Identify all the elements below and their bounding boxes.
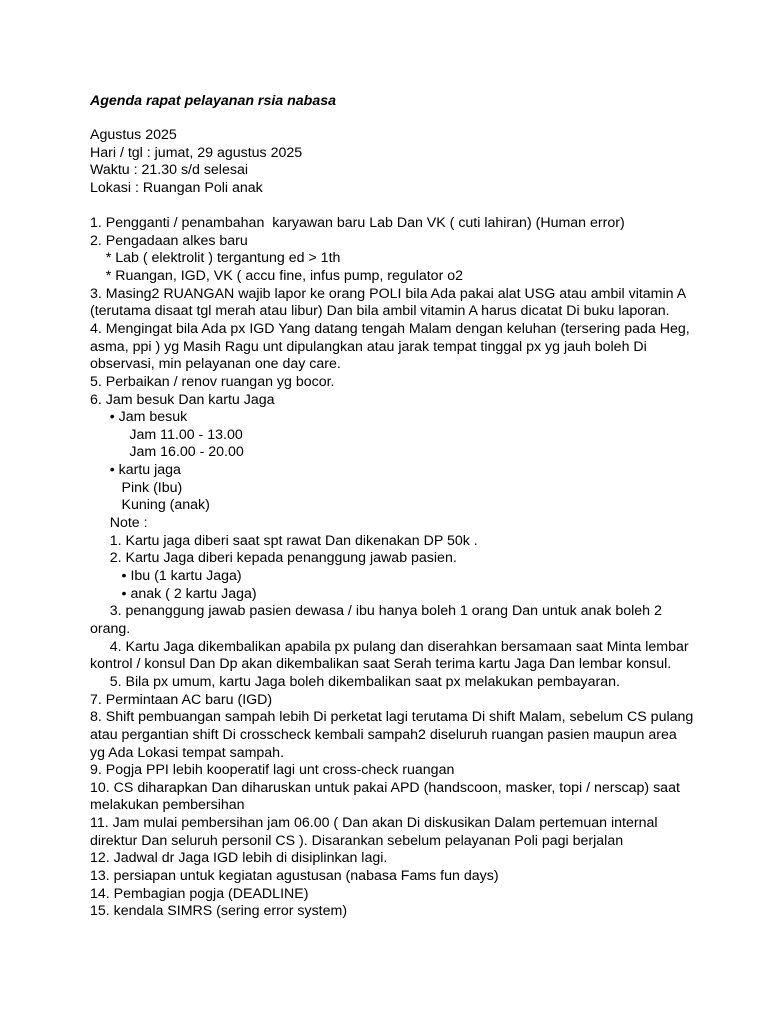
agenda-line: • Jam besuk [90, 409, 188, 426]
agenda-line: asma, ppi ) yg Masih Ragu unt dipulangkan atau jarak tempat tinggal px yg jauh boleh Di [90, 338, 647, 355]
agenda-line: 4. Mengingat bila Ada px IGD Yang datang tengah Malam dengan keluhan (tersering pada Heg, [90, 320, 690, 337]
agenda-line: orang. [90, 621, 131, 637]
meeting-month: Agustus 2025 [90, 127, 177, 143]
agenda-line: 6. Jam besuk Dan kartu Jaga [90, 391, 275, 408]
agenda-line: 3. Masing2 RUANGAN wajib lapor ke orang POLI bila Ada pakai alat USG atau ambil vitamin A [90, 285, 687, 302]
agenda-line: 11. Jam mulai pembersihan jam 06.00 ( Dan akan Di diskusikan Dalam pertemuan internal [90, 815, 658, 832]
agenda-line: Note : [90, 515, 148, 531]
agenda-line: • Ibu (1 kartu Jaga) [90, 568, 242, 584]
agenda-line: 15. kendala SIMRS (sering error system) [90, 903, 348, 920]
agenda-line: 13. persiapan untuk kegiatan agustusan (nabasa Fams fun days) [90, 868, 499, 884]
agenda-line: atau pergantian shift Di crosscheck kembali sampah2 diseluruh ruangan pasien maupun area [90, 726, 677, 743]
agenda-line: Jam 11.00 - 13.00 [90, 426, 243, 443]
agenda-line: yg Ada Lokasi tempat sampah. [90, 744, 285, 761]
agenda-line: observasi, min pelayanan one day care. [90, 356, 341, 373]
agenda-line: 10. CS diharapkan Dan diharuskan untuk pakai APD (handscoon, masker, topi / nerscap) saat [90, 779, 680, 796]
agenda-line: 1. Pengganti / penambahan karyawan baru Lab Dan VK ( cuti lahiran) (Human error) [90, 215, 625, 231]
agenda-line: * Lab ( elektrolit ) tergantung ed > 1th [90, 250, 341, 267]
agenda-line: melakukan pembersihan [90, 797, 245, 814]
agenda-line: Kuning (anak) [90, 497, 210, 514]
agenda-line: 3. penanggung jawab pasien dewasa / ibu hanya boleh 1 orang Dan untuk anak boleh 2 [90, 603, 662, 620]
agenda-line: 5. Perbaikan / renov ruangan yg bocor. [90, 373, 335, 390]
meeting-date: Hari / tgl : jumat, 29 agustus 2025 [90, 145, 303, 161]
agenda-line: 1. Kartu jaga diberi saat spt rawat Dan dikenakan DP 50k . [90, 532, 478, 549]
agenda-line: 2. Kartu Jaga diberi kepada penanggung jawab pasien. [90, 550, 457, 567]
agenda-line: 8. Shift pembuangan sampah lebih Di perketat lagi terutama Di shift Malam, sebelum CS pulang [90, 709, 694, 726]
agenda-line: 2. Pengadaan alkes baru [90, 232, 248, 249]
agenda-line: Pink (Ibu) [90, 479, 183, 496]
meeting-location: Lokasi : Ruangan Poli anak [90, 180, 263, 196]
agenda-line: direktur Dan seluruh personil CS ). Disarankan sebelum pelayanan Poli pagi berjalan [90, 832, 624, 849]
agenda-line: • kartu jaga [90, 462, 181, 479]
agenda-line: 14. Pembagian pogja (DEADLINE) [90, 885, 309, 902]
agenda-line: 7. Permintaan AC baru (IGD) [90, 691, 273, 708]
agenda-line: (terutama disaat tgl merah atau libur) Dan bila ambil vitamin A harus dicatat Di buku laporan. [90, 303, 670, 320]
agenda-line: * Ruangan, IGD, VK ( accu fine, infus pump, regulator o2 [90, 267, 464, 284]
document-title: Agenda rapat pelayanan rsia nabasa [90, 93, 337, 109]
agenda-line: 5. Bila px umum, kartu Jaga boleh dikembalikan saat px melakukan pembayaran. [90, 673, 620, 690]
agenda-line: 4. Kartu Jaga dikembalikan apabila px pulang dan diserahkan bersamaan saat Minta lembar [90, 638, 689, 655]
meeting-time: Waktu : 21.30 s/d selesai [90, 162, 248, 178]
agenda-line: Jam 16.00 - 20.00 [90, 444, 244, 461]
agenda-line: kontrol / konsul Dan Dp akan dikembalikan saat Serah terima kartu Jaga Dan lembar konsul. [90, 656, 672, 673]
agenda-line: 9. Pogja PPI lebih kooperatif lagi unt cross-check ruangan [90, 762, 455, 779]
agenda-line: • anak ( 2 kartu Jaga) [90, 585, 257, 602]
agenda-line: 12. Jadwal dr Jaga IGD lebih di disiplinkan lagi. [90, 850, 388, 867]
